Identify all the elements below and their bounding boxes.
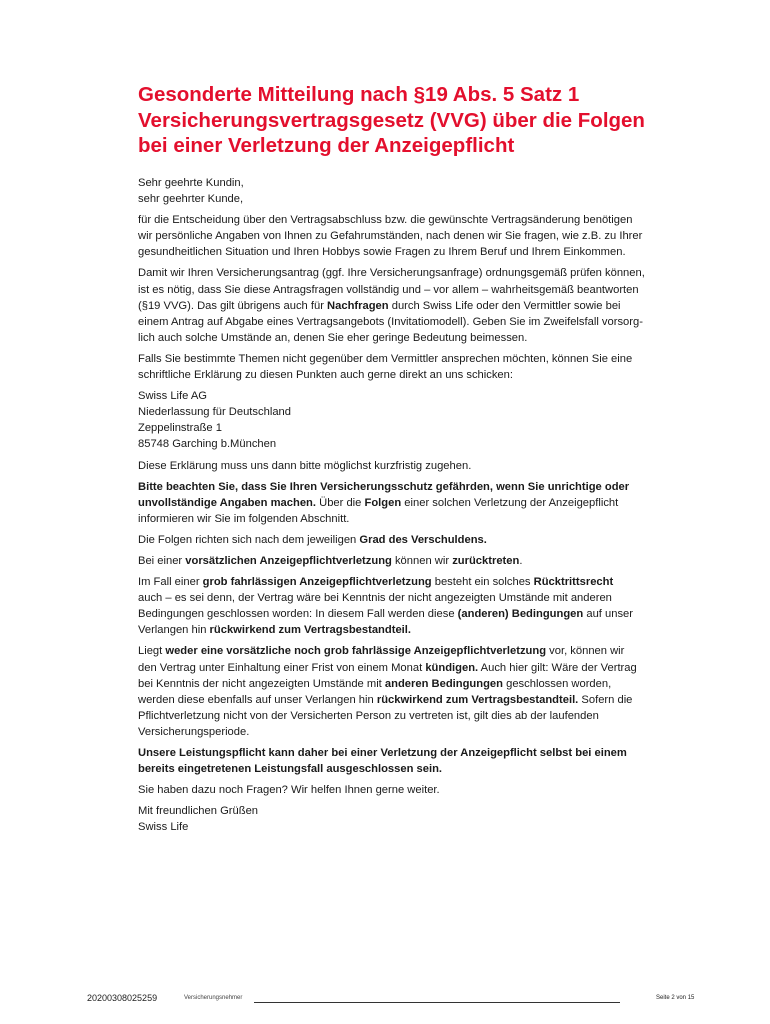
text-line: Versicherungsperiode. [138,725,250,738]
text-line: Im Fall einer grob fahrlässigen Anzeigepflichtverletzung besteht ein solches Rücktrittsrecht [138,576,614,589]
salutation [138,175,678,207]
text-line: schriftliche Erklärung zu diesen Punkten auch gerne direkt an uns schicken: [138,369,513,382]
text-line: den Vertrag unter Einhaltung einer Frist von einem Monat kündigen. Auch hier gilt: Wäre der Vertrag [138,661,637,674]
text-line: wir persönliche Angaben von Ihnen zu Gefahrumständen, nach denen wir Sie fragen, wie z.B. zu Ihrer [138,230,643,243]
text-line: Die Folgen richten sich nach dem jeweiligen Grad des Verschuldens. [138,533,487,546]
address-line: Niederlassung für Deutschland [138,406,291,419]
text-line: ist es nötig, dass Sie diese Antragsfragen vollständig und – vor allem – wahrheitsgemäß beantworten [138,283,639,296]
text-line: Bitte beachten Sie, dass Sie Ihren Versicherungsschutz gefährden, wenn Sie unrichtige oder [138,480,630,493]
text-line: Bedingungen geschlossen worden: In diesem Fall werden diese (anderen) Bedingungen auf unser [138,608,633,621]
title-line: bei einer Verletzung der Anzeigepflicht [138,134,515,157]
text-line: einem Antrag auf Abgabe eines Vertragsangebots (Invitatiomodell). Geben Sie im Zweifelsfall vorsorg- [138,315,643,328]
text-line: Falls Sie bestimmte Themen nicht gegenüber dem Vermittler ansprechen möchten, können Sie eine [138,352,633,365]
text-line: Verlangen hin rückwirkend zum Vertragsbestandteil. [138,624,411,637]
text-line: für die Entscheidung über den Vertragsabschluss bzw. die gewünschte Vertragsänderung benötigen [138,214,633,227]
paragraph-direct-contact [138,351,678,383]
postal-address [138,388,678,452]
paragraph-fault-degree [138,532,678,548]
salutation-line: Sehr geehrte Kundin, [138,177,244,189]
paragraph-gross-negligence [138,574,678,638]
closing-line: Mit freundlichen Grüßen [138,805,259,818]
address-line: Zeppelinstraße 1 [138,422,222,435]
text-line: Damit wir Ihren Versicherungsantrag (ggf. Ihre Versicherungsanfrage) ordnungsgemäß prüfen können, [138,267,645,280]
policyholder-signature-line [254,1002,620,1003]
text-line: informieren wir Sie im folgenden Abschnitt. [138,512,350,525]
text-line: lich auch solche Umstände an, denen Sie eher geringe Bedeutung beimessen. [138,331,528,344]
text-line: Bei einer vorsätzlichen Anzeigepflichtverletzung können wir zurücktreten. [138,554,523,567]
text-line: Pflichtverletzung nicht von der Versicherten Person zu vertreten ist, gilt dies ab der laufenden [138,709,599,722]
title-line: Gesonderte Mitteilung nach §19 Abs. 5 Satz 1 [138,83,580,106]
address-line: Swiss Life AG [138,390,208,403]
text-line: unvollständige Angaben machen. Über die Folgen einer solchen Verletzung der Anzeigepflicht [138,496,619,509]
title-line: Versicherungsvertragsgesetz (VVG) über die Folgen [138,108,645,132]
text-line: (§19 VVG). Das gilt übrigens auch für Nachfragen durch Swiss Life oder den Vermittler sowie bei [138,299,621,312]
text-line: auch – es sei denn, der Vertrag wäre bei Kenntnis der nicht angezeigten Umstände mit anderen [138,592,612,605]
text-line: Liegt weder eine vorsätzliche noch grob fahrlässige Anzeigepflichtverletzung vor, können wir [138,645,625,658]
text-line: Sie haben dazu noch Fragen? Wir helfen Ihnen gerne weiter. [138,784,440,797]
paragraph-application [138,265,678,345]
salutation-line: sehr geehrter Kunde, [138,193,244,206]
text-line: Unsere Leistungspflicht kann daher bei einer Verletzung der Anzeigepflicht selbst bei einem [138,747,627,759]
closing [138,803,678,835]
text-line: Diese Erklärung muss uns dann bitte möglichst kurzfristig zugehen. [138,459,472,472]
page-title [138,82,698,159]
page-number: Seite 2 von 15 [656,995,695,1001]
text-line: bei Kenntnis der nicht angezeigten Umstände mit anderen Bedingungen geschlossen worden, [138,677,612,690]
paragraph-questions [138,782,678,798]
text-line: werden diese ebenfalls auf unser Verlangen hin rückwirkend zum Vertragsbestandteil. Sofern die [138,693,633,706]
paragraph-exclusion [138,745,678,777]
address-line: 85748 Garching b.München [138,438,277,451]
policyholder-label: Versicherungsnehmer [184,995,243,1001]
paragraph-deadline [138,458,678,474]
closing-signature: Swiss Life [138,821,189,834]
text-line: bereits eingetretenen Leistungsfall ausgeschlossen sein. [138,763,443,776]
paragraph-warning [138,479,678,527]
letter-body [138,175,678,840]
page-footer [0,993,770,1007]
paragraph-termination [138,643,678,740]
text-line: gesundheitlichen Situation und Ihren Hobbys sowie Fragen zu Ihrem Beruf und Ihrem Einkommen. [138,246,626,259]
paragraph-intentional [138,553,678,569]
document-id: 20200308025259 [87,993,158,1003]
paragraph-intro [138,212,678,260]
